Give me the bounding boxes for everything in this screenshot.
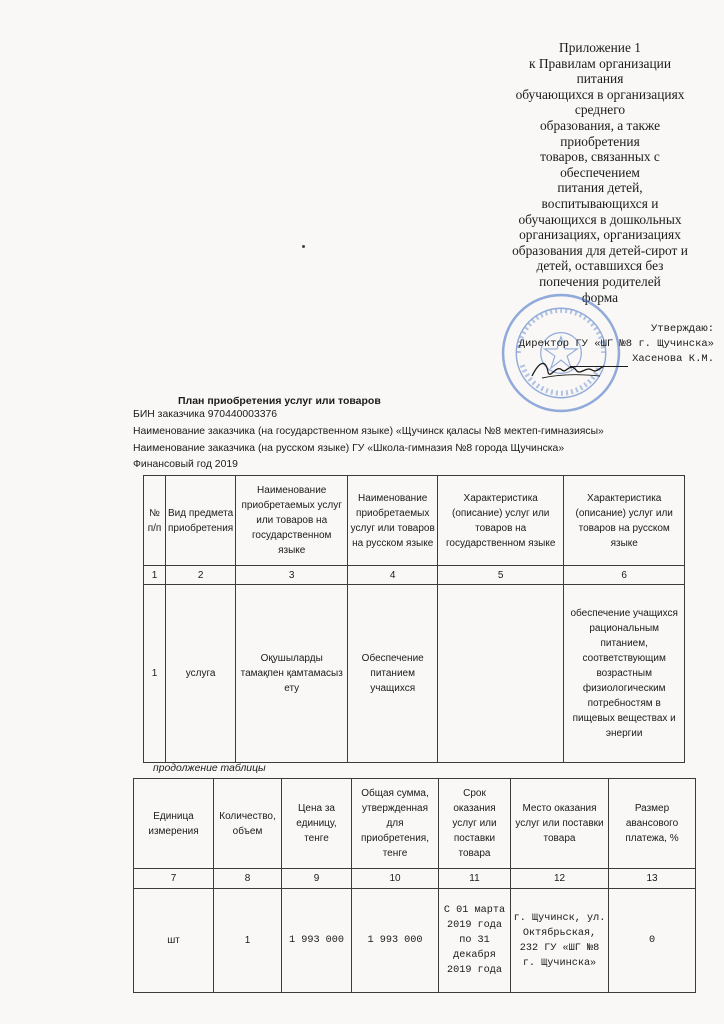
- table-cell: шт: [134, 889, 214, 993]
- column-number: 3: [236, 566, 348, 585]
- header-cell: Количество, объем: [214, 779, 282, 869]
- table-cell: 1 993 000: [352, 889, 439, 993]
- column-number: 9: [282, 869, 352, 889]
- header-cell: Цена за единицу, тенге: [282, 779, 352, 869]
- table-cell: С 01 марта 2019 года по 31 декабря 2019 года: [439, 889, 511, 993]
- column-number: 5: [438, 566, 564, 585]
- customer-bin: БИН заказчика 970440003376: [133, 409, 278, 420]
- signature-line: [570, 354, 628, 367]
- table-cell: Оқушыларды тамақпен қамтамасыз ету: [236, 585, 348, 763]
- header-cell: Вид предмета приобретения: [166, 476, 236, 566]
- header-cell: Общая сумма, утвержденная для приобретения, тенге: [352, 779, 439, 869]
- appendix-line: попечения родителей: [539, 273, 661, 289]
- table-cell: услуга: [166, 585, 236, 763]
- plan-table-part-2: [133, 778, 696, 993]
- header-cell: Наименование приобретаемых услуг или товаров на русском языке: [348, 476, 438, 566]
- appendix-line: организациях, организациях: [519, 227, 681, 243]
- header-cell: Место оказания услуг или поставки товара: [511, 779, 609, 869]
- column-number: 13: [609, 869, 696, 889]
- appendix-line: к Правилам организации: [529, 55, 671, 71]
- header-cell: Срок оказания услуг или поставки товара: [439, 779, 511, 869]
- appendix-line: обучающихся в дошкольных: [518, 211, 682, 227]
- column-number-row: [134, 869, 696, 889]
- appendix-line: товаров, связанных с: [540, 149, 660, 165]
- header-cell: Размер авансового платежа, %: [609, 779, 696, 869]
- customer-name-kz: Наименование заказчика (на государственном языке) «Щучинск қаласы №8 мектеп-гимназиясы»: [133, 426, 604, 437]
- appendix-line: форма: [581, 289, 619, 305]
- appendix-line: питания детей,: [557, 180, 643, 196]
- column-number: 7: [134, 869, 214, 889]
- plan-table-part-1: [143, 475, 685, 763]
- table-cell: 0: [609, 889, 696, 993]
- approval-position: Директор ГУ «ШГ №8 г. Щучинска»: [518, 338, 714, 350]
- stray-dot: [302, 245, 305, 248]
- column-number: 1: [144, 566, 166, 585]
- table-cell: обеспечение учащихся рациональным питанием, соответствующим возрастным физиологическим потребностям в пищевых веществах и энергии: [564, 585, 685, 763]
- table-cell: Обеспечение питанием учащихся: [348, 585, 438, 763]
- appendix-line: приобретения: [560, 133, 640, 149]
- column-number: 8: [214, 869, 282, 889]
- header-cell: Характеристика (описание) услуг или товаров на русском языке: [564, 476, 685, 566]
- customer-name-ru: Наименование заказчика (на русском языке) ГУ «Школа-гимназия №8 города Щучинска»: [133, 443, 565, 454]
- continuation-note: продолжение таблицы: [153, 763, 266, 774]
- column-number: 10: [352, 869, 439, 889]
- header-cell: Наименование приобретаемых услуг или товаров на государственном языке: [236, 476, 348, 566]
- table-cell: [438, 585, 564, 763]
- approval-block: [470, 322, 714, 367]
- table-header-row: [134, 779, 696, 869]
- table-row: [144, 585, 685, 763]
- appendix-line: воспитывающихся и: [541, 195, 659, 211]
- table-cell: 1: [144, 585, 166, 763]
- table-cell: 1: [214, 889, 282, 993]
- table-cell: г. Щучинск, ул. Октябрьская, 232 ГУ «ШГ №8 г. Щучинска»: [511, 889, 609, 993]
- appendix-line: питания: [576, 71, 624, 87]
- column-number: 11: [439, 869, 511, 889]
- appendix-line: детей, оставшихся без: [536, 258, 664, 274]
- appendix-line: обучающихся в организациях: [515, 86, 685, 102]
- column-number: 6: [564, 566, 685, 585]
- appendix-line: Приложение 1: [559, 40, 641, 55]
- column-number-row: [144, 566, 685, 585]
- appendix-line: образования, а также: [539, 117, 661, 133]
- plan-title: План приобретения услуг или товаров: [178, 395, 381, 407]
- column-number: 12: [511, 869, 609, 889]
- table-row: [134, 889, 696, 993]
- appendix-line: обеспечением: [560, 164, 640, 180]
- appendix-line: среднего: [574, 102, 626, 118]
- appendix-line: образования для детей-сирот и: [512, 242, 688, 258]
- approval-label: Утверждаю:: [650, 323, 714, 335]
- table-header-row: [144, 476, 685, 566]
- header-cell: Единица измерения: [134, 779, 214, 869]
- approval-name: Хасенова К.М.: [632, 353, 714, 365]
- financial-year: Финансовый год 2019: [133, 459, 238, 470]
- header-cell: Характеристика (описание) услуг или товаров на государственном языке: [438, 476, 564, 566]
- column-number: 2: [166, 566, 236, 585]
- table-cell: 1 993 000: [282, 889, 352, 993]
- appendix-header: [492, 40, 708, 305]
- header-cell: № п/п: [144, 476, 166, 566]
- column-number: 4: [348, 566, 438, 585]
